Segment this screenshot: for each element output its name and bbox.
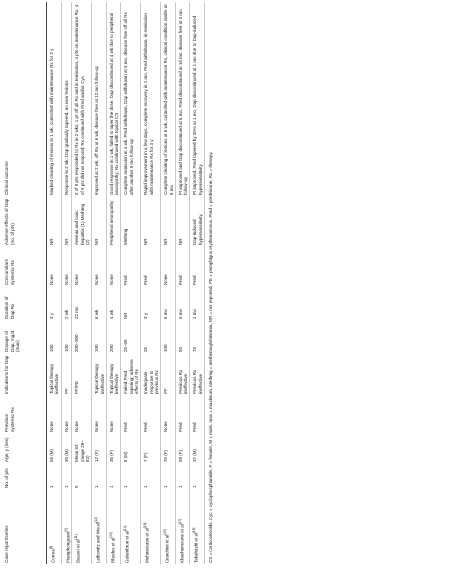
cell-case-report <box>141 489 160 564</box>
header-indications: Indications for Dap <box>4 355 9 394</box>
cell-duration: 2 wk <box>63 309 69 319</box>
cell-dosage: 100 <box>63 344 69 352</box>
table-row <box>47 2 62 564</box>
cell-no-of-pts: 1 <box>123 485 129 488</box>
cell-no-of-pts: 1 <box>63 485 69 488</box>
cell-adverse-effects: NR <box>49 238 54 245</box>
cell-dosage: 200–300 <box>74 334 80 352</box>
cell-clinical-outcome: Complete clearing of lesions at 6 wk, controlled with maintenance Rx, clinical condition stable at 6 mo <box>163 4 174 195</box>
table-body <box>47 2 205 564</box>
cell-no-of-pts: 1 <box>108 485 114 488</box>
cell-no-of-pts: 9 <box>74 485 80 488</box>
cell-case-report <box>121 489 140 564</box>
table-row <box>92 2 107 564</box>
reference-number: [16] <box>143 522 148 528</box>
cell-concomitant-rx: Pred <box>143 275 149 285</box>
cell-dosage: 100 <box>49 344 54 352</box>
cell-case-report <box>72 489 91 564</box>
reference-number: [15] <box>163 529 168 535</box>
author-name: Takahashi et al <box>193 532 199 563</box>
cell-age-sex: 30 (M) <box>63 448 69 462</box>
cell-concomitant-rx: None <box>74 274 80 285</box>
cell-no-of-pts: 1 <box>143 485 149 488</box>
cell-age-sex: 37 (M) <box>192 448 198 462</box>
cell-concomitant-rx: Pred <box>177 275 183 285</box>
header-no-of-pts: No. of pts <box>4 468 9 488</box>
cell-case-report <box>47 489 61 564</box>
cell-duration: 3 y <box>49 312 54 319</box>
cell-no-of-pts: 1 <box>163 485 169 488</box>
cell-duration: 4 wk <box>108 309 114 319</box>
cell-indications: PF <box>163 388 169 394</box>
cell-clinical-outcome: Improved at 2 wk, off Rx at 6 wk, disease free at 12 mo follow-up <box>94 66 100 195</box>
reference-number: [18] <box>192 527 197 533</box>
cell-age-sex: 12 (F) <box>94 449 100 462</box>
reference-number: [14] <box>123 525 128 531</box>
cell-duration: 6 mo <box>177 308 183 319</box>
cell-concomitant-rx: None <box>163 274 169 285</box>
cell-duration: 3 y <box>143 312 149 319</box>
cell-no-of-pts: 1 <box>94 485 100 488</box>
cell-previous-rx: None <box>49 421 54 432</box>
cell-clinical-outcome: Rapid improvement in a few days, complete recovery in 1 mo, Pred withdrawn, in remission with maintenance Rx for 3 y <box>143 13 154 195</box>
cell-duration: NR <box>123 312 129 319</box>
cell-concomitant-rx: Pred <box>123 275 129 285</box>
header-concomitant-rx: Concomitant systemic Rx <box>4 259 15 285</box>
case-reports-table <box>2 2 216 564</box>
header-duration: Duration of Dap Rx <box>4 296 15 319</box>
cell-indications: Topical therapy ineffective <box>108 363 120 394</box>
cell-clinical-outcome: 5 of 9 pts responded to Rx in 2 wks; 1 pt off all Rx and in remission, 4 pts on maintenance Rx. 4 of 9 pts did not respond; Rx continued with Pred and/or Cyc <box>74 4 85 195</box>
header-case-report: Case report/series <box>4 525 9 563</box>
cell-previous-rx: None <box>74 421 80 432</box>
reference-number: [12] <box>94 517 99 523</box>
cell-adverse-effects: Methmg <box>123 228 129 245</box>
cell-case-report <box>161 489 175 564</box>
cell-clinical-outcome: Pt improved and Dap discontinued at 6 mo, Pred discontinued at 18 mo, disease free at 3 mo follow-up <box>177 9 189 195</box>
author-name: Rhodes et al <box>110 537 116 563</box>
cell-clinical-outcome: Pt improved, Pred tapered by 35% at 1 mo, Dap discontinued at 1 mo due to Dap-induced hypersensitivity <box>192 15 203 195</box>
author-name: Piamphongsant <box>65 531 71 563</box>
cell-clinical-outcome: Response in 2 wk, Dap gradually tapered, no new lesions <box>63 80 69 195</box>
cell-indications: Previous Rx ineffective <box>192 369 203 394</box>
author-name: Correa <box>50 549 56 563</box>
cell-case-report <box>176 489 190 564</box>
header-dosage: Dosage of Dap, mg/d (max) <box>4 330 21 352</box>
cell-age-sex: 7 (F) <box>143 452 149 462</box>
cell-indications: Topical therapy ineffective <box>49 363 60 394</box>
cell-previous-rx: Pred <box>123 422 129 432</box>
cell-dosage: 100 <box>94 344 100 352</box>
author-name: Cianchini et al <box>164 534 170 563</box>
table-row <box>107 2 122 564</box>
table-row <box>72 2 92 564</box>
cell-age-sex: Mean 53 (range 28–82) <box>74 440 90 462</box>
cell-previous-rx: None <box>163 421 169 432</box>
cell-clinical-outcome: Complete remission in 4 wk. Pred withdrawn, Dap withdrawn at 9 mo, disease free off all Rx after another 9 mo follow-up <box>123 12 134 195</box>
cell-adverse-effects: Anemia and toxic hepatitis (1) Methmg (2) <box>74 203 90 245</box>
reference-number: [11] <box>74 534 79 540</box>
cell-case-report <box>190 489 204 564</box>
cell-clinical-outcome: Good response in 1 wk, failed to taper the dose. Dap discontinued at 4 wk due to peripheral neuropathy; Rx continued with topical CS <box>108 12 120 195</box>
reference-number: [17] <box>177 518 182 525</box>
cell-previous-rx: Pred <box>143 422 149 432</box>
cell-adverse-effects: NR <box>63 238 69 245</box>
author-name: Khachemoune et al <box>179 524 185 563</box>
cell-clinical-outcome: Marked clearing of lesions in 1 wk, controlled with maintenance Rx for 3 y <box>49 48 54 195</box>
header-adverse-effects: Adverse effects of Dap (no. of pts) <box>4 198 15 245</box>
cell-age-sex: 8 (M) <box>123 451 129 462</box>
table-row <box>161 2 176 564</box>
cell-age-sex: 58 (F) <box>177 449 183 462</box>
cell-age-sex: 70 (F) <box>163 449 169 462</box>
header-clinical-outcome: Clinical outcome <box>4 161 9 195</box>
cell-dosage: 200 <box>108 344 114 352</box>
cell-indications: Topical therapy ineffective <box>94 363 105 394</box>
cell-indications: Inadequate response to previous Rx <box>143 370 159 394</box>
cell-indications: PF <box>63 388 69 394</box>
header-age-sex: Age, y (sex) <box>4 437 9 462</box>
cell-age-sex: 56 (M) <box>49 448 54 462</box>
cell-case-report <box>62 489 72 564</box>
cell-adverse-effects: NR <box>94 238 100 245</box>
cell-age-sex: 35 (F) <box>108 449 114 462</box>
cell-no-of-pts: 1 <box>192 485 198 488</box>
cell-dosage: 100 <box>163 344 169 352</box>
cell-adverse-effects: Dap-induced hypersensitivity <box>192 214 203 245</box>
cell-adverse-effects: NR <box>177 238 183 245</box>
cell-adverse-effects: Peripheral neuropathy <box>108 200 114 245</box>
cell-indications: PF/PE <box>74 380 80 394</box>
cell-duration: 22 mo <box>74 306 80 319</box>
cell-indications: Failed Pred tapering; adverse effects of Rx <box>123 359 140 394</box>
cell-duration: 6 mo <box>163 308 169 319</box>
cell-concomitant-rx: None <box>108 274 114 285</box>
cell-adverse-effects: NR <box>163 238 169 245</box>
cell-dosage: 75 <box>192 346 198 352</box>
author-name: Leibowitz and Wood <box>95 522 101 563</box>
author-name: Mehmetaran et al <box>144 527 150 563</box>
cell-adverse-effects: NR <box>143 238 149 245</box>
cell-dosage: 50 <box>177 346 183 352</box>
cell-concomitant-rx: None <box>63 274 69 285</box>
cell-duration: 6 wk <box>94 309 100 319</box>
author-name: Basset et al <box>75 539 81 563</box>
cell-no-of-pts: 1 <box>49 485 54 488</box>
author-name: Galambrun et al <box>124 530 130 563</box>
cell-dosage: 25 <box>143 346 149 352</box>
reference-number: [8] <box>49 545 53 550</box>
cell-indications: Previous Rx ineffective <box>177 369 189 394</box>
cell-previous-rx: None <box>63 421 69 432</box>
header-previous-rx: Previous systemic Rx <box>4 407 15 432</box>
cell-case-report <box>107 489 121 564</box>
cell-duration: 1 mo <box>192 308 198 319</box>
table-footnote: CS = corticosteroids, Cyc = cyclophosphamide, F = female, M = male, max = maximum, Methmg = methemoglobinemia, NR = not reported, PE = pemphigus erythematosus, Pred = prednisone, Rx = therapy. <box>208 151 214 563</box>
cell-case-report <box>92 489 106 564</box>
cell-previous-rx: None <box>94 421 100 432</box>
cell-previous-rx: Pred <box>177 422 183 432</box>
table-row <box>121 2 141 564</box>
cell-concomitant-rx: None <box>49 274 54 285</box>
table-row <box>176 2 191 564</box>
cell-previous-rx: None <box>108 421 114 432</box>
table-row <box>62 2 73 564</box>
cell-dosage: 25–50 <box>123 339 129 352</box>
table-header-row <box>2 2 47 564</box>
table-row <box>141 2 161 564</box>
reference-number: [13] <box>108 532 113 538</box>
table-row <box>190 2 205 564</box>
cell-concomitant-rx: None <box>94 274 100 285</box>
cell-previous-rx: Pred <box>192 422 198 432</box>
cell-no-of-pts: 1 <box>177 485 183 488</box>
reference-number: [9] <box>63 528 68 532</box>
cell-concomitant-rx: Pred <box>192 275 198 285</box>
